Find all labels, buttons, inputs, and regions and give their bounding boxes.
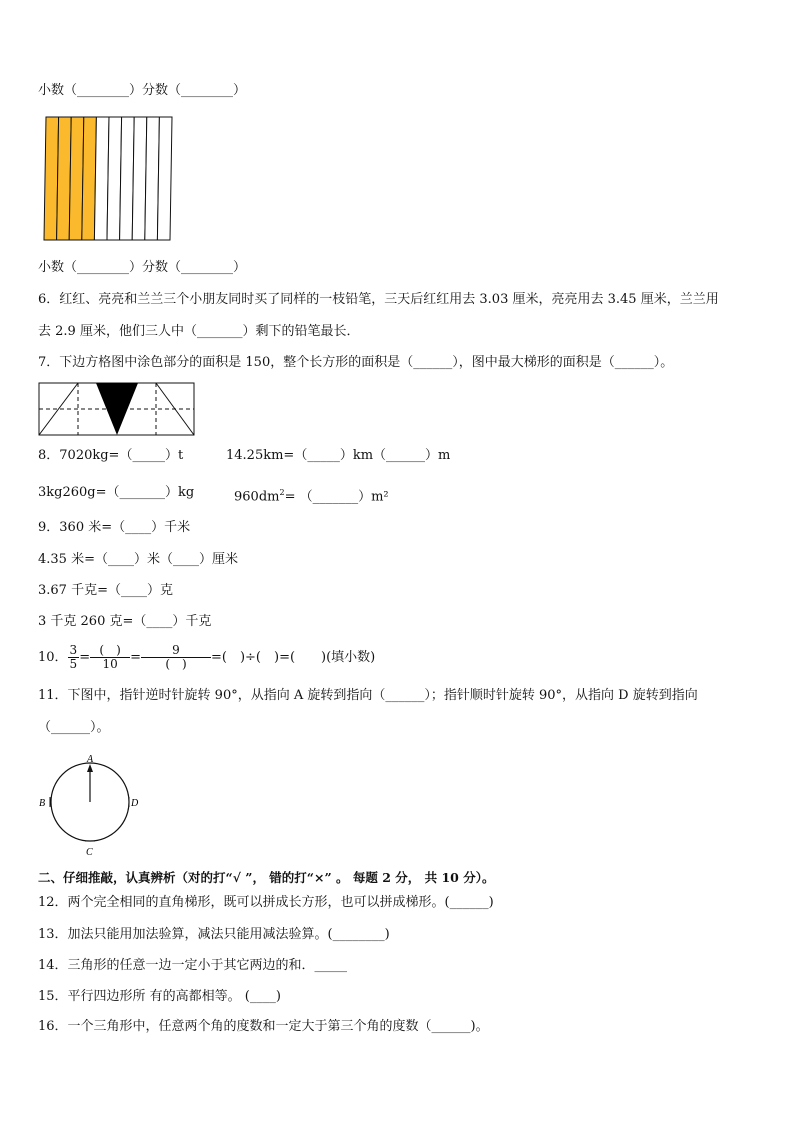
q6-text-line-2: 去 2.9 厘米，他们三人中（_______）剩下的铅笔最长． — [38, 324, 360, 339]
grid-figure — [38, 381, 196, 437]
fraction-1 — [68, 644, 80, 671]
blank-strip — [157, 117, 172, 240]
q8-d — [234, 484, 389, 506]
q14: 14．三角形的任意一边一定小于其它两边的和．_____ — [38, 958, 348, 973]
equals-1: = — [79, 650, 91, 665]
q9-a: 9．360 米=（____）千米 — [38, 520, 191, 535]
q11-text-line-2: （______）。 — [38, 720, 110, 735]
trapezoid-left-edge — [39, 383, 78, 435]
q9-c: 3.67 千克=（____）克 — [38, 583, 173, 598]
q9-d: 3 千克 260 克=（____）千克 — [38, 614, 212, 629]
fraction-1-denominator: 5 — [69, 657, 78, 671]
label-b: B — [39, 798, 46, 809]
fraction-2-numerator: ( ) — [90, 644, 130, 658]
q16: 16．一个三角形中，任意两个角的度数和一定大于第三个角的度数（______)。 — [38, 1019, 489, 1034]
pointer-arrow-icon — [87, 764, 93, 772]
q8-a: 8．7020kg=（_____）t — [38, 448, 184, 463]
strip-figure — [42, 116, 174, 242]
q12: 12．两个完全相同的直角梯形，既可以拼成长方形，也可以拼成梯形。(______) — [38, 895, 494, 910]
q7-text: 7．下边方格图中涂色部分的面积是 150，整个长方形的面积是（______），图中最大梯形的面积是（______）。 — [38, 355, 674, 370]
q8-c: 3kg260g=（_______）kg — [38, 485, 195, 500]
q13: 13．加法只能用加法验算，减法只能用减法验算。(________) — [38, 927, 390, 942]
q8-d-post: = （_______）m² — [284, 489, 389, 505]
q11-text-line-1: 11．下图中，指针逆时针旋转 90°，从指向 A 旋转到指向（______）；指针顺时针旋转 90°，从指向 D 旋转到指向 — [38, 688, 698, 703]
q9-b: 4.35 米=（____）米（____）厘米 — [38, 552, 238, 567]
fraction-3-denominator: ( ) — [165, 657, 187, 671]
q10 — [38, 641, 375, 675]
label-d: D — [131, 798, 139, 809]
section-2-title: 二、仔细推敲，认真辨析（对的打“√ ”， 错的打“×” 。 每题 2 分， 共 10 分）。 — [38, 870, 495, 885]
fraction-2-denominator: 10 — [102, 657, 118, 671]
q5-answer-line-1: 小数（________）分数（________） — [38, 83, 247, 98]
q6-text-line-1: 6．红红、亮亮和兰兰三个小朋友同时买了同样的一枝铅笔，三天后红红用去 3.03 厘米，亮亮用去 3.45 厘米，兰兰用 — [38, 292, 719, 307]
fraction-3 — [141, 644, 211, 671]
q10-label: 10． — [38, 650, 68, 665]
label-c: C — [86, 847, 93, 858]
q8-d-pre: 960dm — [234, 489, 280, 505]
fraction-2 — [90, 644, 130, 671]
q5-answer-line-2: 小数（________）分数（________） — [38, 260, 247, 275]
q8-b: 14.25km=（_____）km（______）m — [226, 448, 451, 463]
q8-d-sup: 2 — [279, 488, 285, 497]
fraction-3-numerator: 9 — [141, 644, 211, 658]
label-a: A — [87, 754, 94, 765]
q15: 15．平行四边形所 有的高都相等。 (____) — [38, 989, 281, 1004]
clock-figure — [36, 752, 146, 858]
equals-2: = — [130, 650, 141, 665]
q10-tail: =( )÷( )=( )(填小数) — [211, 650, 376, 665]
fraction-1-numerator: 3 — [69, 643, 78, 657]
